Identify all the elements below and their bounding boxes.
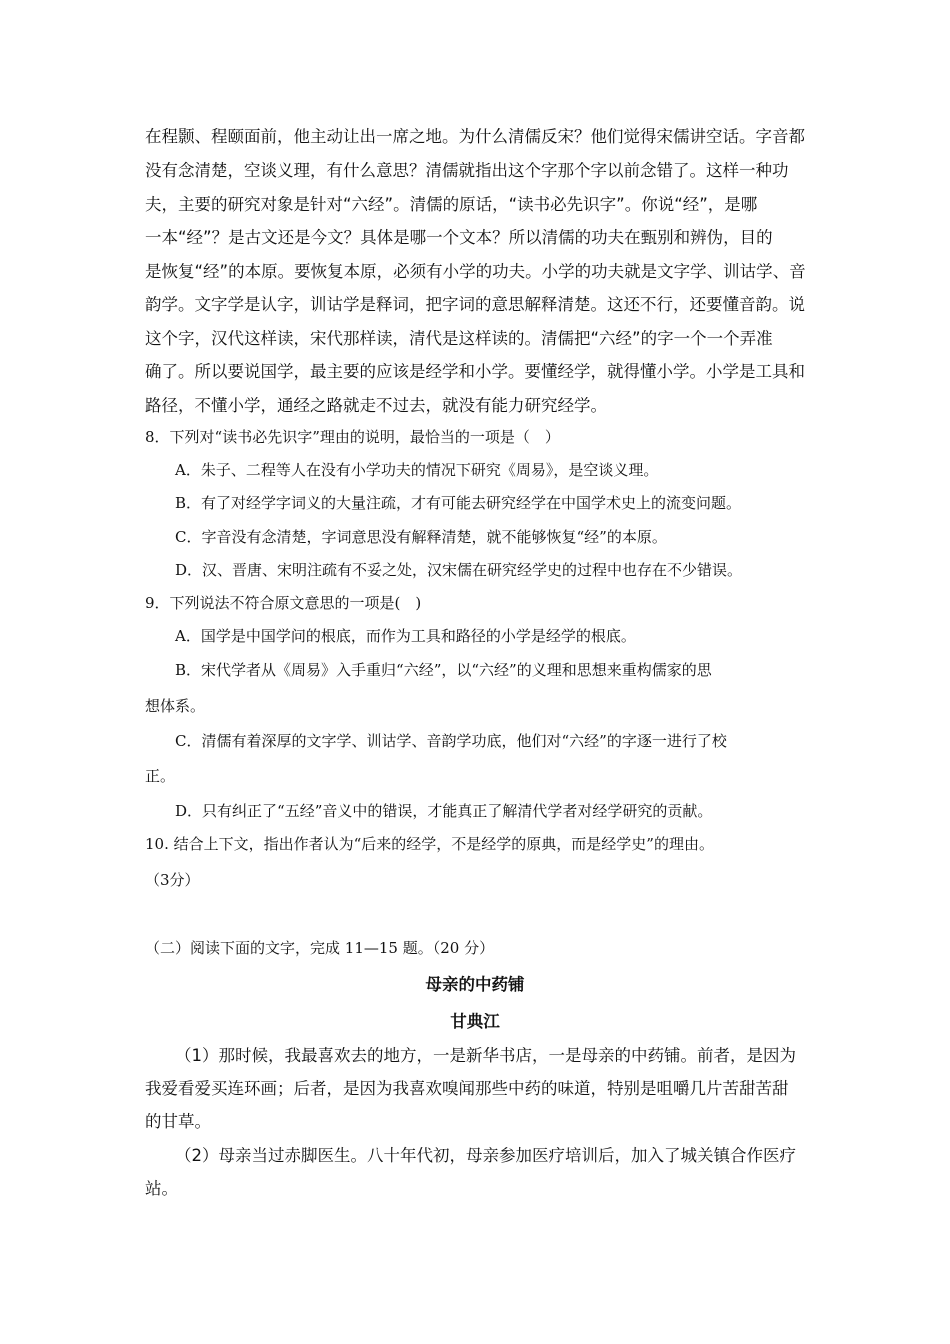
passage-line: 是恢复“经”的本原。要恢复本原，必须有小学的功夫。小学的功夫就是文字学、训诂学、音 (145, 262, 806, 281)
question-9-stem: 9．下列说法不符合原文意思的一项是( ) (145, 594, 422, 612)
question-9-option-d: D．只有纠正了“五经”音义中的错误，才能真正了解清代学者对经学研究的贡献。 (175, 802, 713, 820)
paragraph-2-line: （2）母亲当过赤脚医生。八十年代初，母亲参加医疗培训后，加入了城关镇合作医疗 (175, 1146, 796, 1165)
question-9-option-c-cont: 正。 (145, 767, 176, 785)
paragraph-2-line: 站。 (145, 1179, 178, 1198)
article-title: 母亲的中药铺 (425, 975, 525, 994)
passage-line: 确了。所以要说国学，最主要的应该是经学和小学。要懂经学，就得懂小学。小学是工具和 (145, 362, 805, 381)
paragraph-1-line: 的甘草。 (145, 1112, 211, 1131)
question-8-option-d: D．汉、晋唐、宋明注疏有不妥之处，汉宋儒在研究经学史的过程中也存在不少错误。 (175, 561, 743, 579)
article-author: 甘典江 (450, 1012, 500, 1031)
question-9-option-a: A．国学是中国学问的根底，而作为工具和路径的小学是经学的根底。 (175, 627, 636, 645)
passage-line: 在程颢、程颐面前，他主动让出一席之地。为什么清儒反宋？他们觉得宋儒讲空话。字音都 (145, 127, 805, 146)
question-8-option-b: B．有了对经学字词义的大量注疏，才有可能去研究经学在中国学术史上的流变问题。 (175, 494, 742, 512)
question-10-score: （3分） (145, 871, 200, 889)
question-8-option-c: C．字音没有念清楚，字词意思没有解释清楚，就不能够恢复“经”的本原。 (175, 528, 667, 546)
question-9-option-b: B．宋代学者从《周易》入手重归“六经”，以“六经”的义理和思想来重构儒家的思 (175, 661, 712, 679)
passage-line: 一本“经”？是古文还是今文？具体是哪一个文本？所以清儒的功夫在甄别和辨伪，目的 (145, 228, 773, 247)
paragraph-1-line: （1）那时候，我最喜欢去的地方，一是新华书店，一是母亲的中药铺。前者，是因为 (175, 1046, 796, 1065)
question-9-option-c: C．清儒有着深厚的文字学、训诂学、音韵学功底，他们对“六经”的字逐一进行了校 (175, 732, 727, 750)
section-2-heading: （二）阅读下面的文字，完成 11—15 题。（20 分） (145, 939, 495, 957)
question-10-stem: 10. 结合上下文，指出作者认为“后来的经学，不是经学的原典，而是经学史”的理由。 (145, 835, 714, 853)
passage-line: 这个字，汉代这样读，宋代那样读，清代是这样读的。清儒把“六经”的字一个一个弄准 (145, 329, 773, 348)
passage-line: 路径，不懂小学，通经之路就走不过去，就没有能力研究经学。 (145, 396, 607, 415)
question-9-option-b-cont: 想体系。 (145, 697, 206, 715)
passage-line: 没有念清楚，空谈义理，有什么意思？清儒就指出这个字那个字以前念错了。这样一种功 (145, 161, 789, 180)
passage-line: 夫，主要的研究对象是针对“六经”。清儒的原话，“读书必先识字”。你说“经”，是哪 (145, 195, 758, 214)
passage-line: 韵学。文字学是认字，训诂学是释词，把字词的意思解释清楚。这还不行，还要懂音韵。说 (145, 295, 805, 314)
paragraph-1-line: 我爱看爱买连环画；后者，是因为我喜欢嗅闻那些中药的味道，特别是咀嚼几片苦甜苦甜 (145, 1079, 789, 1098)
question-8-option-a: A．朱子、二程等人在没有小学功夫的情况下研究《周易》，是空谈义理。 (175, 461, 659, 479)
question-8-stem: 8．下列对“读书必先识字”理由的说明，最恰当的一项是（ ） (145, 428, 560, 446)
